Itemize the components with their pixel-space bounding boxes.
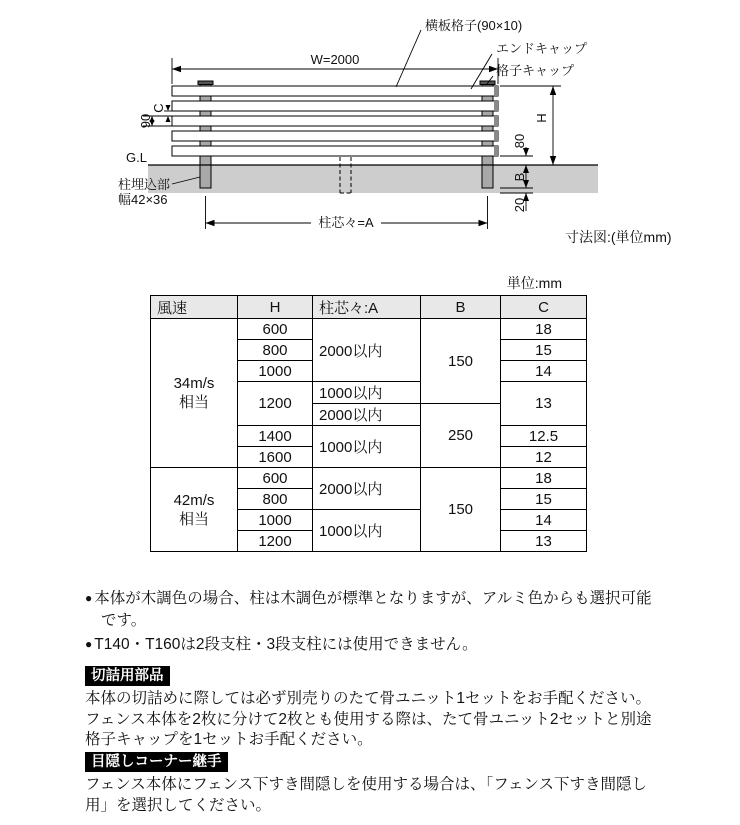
table-row [151, 468, 587, 489]
label-20-dim: 20 [512, 197, 527, 213]
section-body: フェンス本体にフェンス下すき間隠しを使用する場合は、「フェンス下すき間隠し用」を選択してください。 [85, 776, 648, 814]
section-corner-joint [85, 752, 652, 816]
h-cell: 1600 [238, 447, 313, 468]
diagram-caption: 寸法図:(単位mm) [565, 229, 672, 245]
c-cell: 15 [501, 340, 587, 361]
section-title: 切詰用部品 [85, 666, 170, 686]
wind-speed-cell [151, 319, 238, 468]
c-cell: 18 [501, 319, 587, 340]
wind-speed-suffix: 相当 [178, 394, 209, 411]
dimension-diagram [0, 0, 740, 252]
label-b-dim: B [512, 172, 527, 182]
b-cell: 250 [421, 404, 501, 468]
label-end-cap: エンドキャップ [496, 41, 588, 56]
h-cell: 600 [238, 468, 313, 489]
unit-note: 単位:mm [506, 275, 562, 291]
label-width-dim: W=2000 [310, 52, 360, 67]
h-cell: 800 [238, 489, 313, 510]
h-cell: 1200 [238, 531, 313, 552]
section-title: 目隠しコーナー継手 [85, 752, 228, 772]
h-cell: 1400 [238, 426, 313, 447]
col-header-pitch: 柱芯々:A [313, 296, 421, 319]
bullet-icon [85, 590, 94, 607]
c-cell: 12.5 [501, 426, 587, 447]
label-height-dim: H [534, 113, 549, 123]
pitch-cell: 2000以内 [313, 404, 421, 426]
pitch-cell: 2000以内 [313, 468, 421, 510]
col-header-h: H [238, 296, 313, 319]
label-90-dim: 90 [138, 113, 153, 129]
label-post-embed-size: 幅42×36 [118, 192, 168, 207]
h-cell: 1000 [238, 510, 313, 531]
wind-speed-value: 34m/s [173, 375, 215, 392]
col-header-c: C [501, 296, 587, 319]
section-body: 本体の切詰めに際しては必ず別売りのたて骨ユニット1セットをお手配ください。フェンス本体を2枚に分けて2枚とも使用する際は、たて骨ユニット2セットと別途格子キャップを1セットお手配ください。 [85, 690, 652, 748]
b-cell: 150 [421, 319, 501, 404]
c-cell: 14 [501, 510, 587, 531]
c-cell: 14 [501, 361, 587, 382]
wind-speed-cell [151, 468, 238, 552]
pitch-cell: 1000以内 [313, 510, 421, 552]
c-cell: 15 [501, 489, 587, 510]
label-lattice-cap: 格子キャップ [496, 63, 575, 78]
c-cell: 18 [501, 468, 587, 489]
spec-table [150, 295, 587, 552]
note-item [85, 634, 652, 656]
h-cell: 1200 [238, 382, 313, 426]
label-slat-grid: 横板格子(90×10) [425, 18, 523, 33]
label-post-pitch: 柱芯々=A [318, 215, 374, 230]
wind-speed-value: 42m/s [173, 491, 215, 509]
col-header-wind-speed: 風速 [151, 296, 238, 319]
label-ground-level: G.L [126, 150, 147, 165]
note-text: 本体が木調色の場合、柱は木調色が標準となりますが、アルミ色からも選択可能です。 [94, 590, 652, 629]
c-cell: 13 [501, 382, 587, 426]
h-cell: 800 [238, 340, 313, 361]
table-header-row [151, 296, 587, 319]
b-cell: 150 [421, 468, 501, 552]
wind-speed-suffix: 相当 [178, 510, 209, 528]
label-c-dim: C [151, 103, 166, 113]
c-cell: 12 [501, 447, 587, 468]
label-80-dim: 80 [512, 133, 527, 149]
table-row [151, 319, 587, 340]
note-text: T140・T160は2段支柱・3段支柱には使用できません。 [94, 636, 478, 653]
note-item [85, 588, 652, 631]
pitch-cell: 1000以内 [313, 382, 421, 404]
bullet-icon [85, 636, 94, 653]
fence-slats [172, 86, 498, 156]
section-cutting-parts [85, 666, 652, 751]
h-cell: 1000 [238, 361, 313, 382]
notes-list [85, 588, 652, 656]
label-post-embed: 柱埋込部 [118, 177, 171, 192]
pitch-cell: 1000以内 [313, 426, 421, 468]
h-cell: 600 [238, 319, 313, 340]
ground-band [148, 165, 598, 193]
left-post-cap [198, 81, 213, 85]
c-cell: 13 [501, 531, 587, 552]
pitch-cell: 2000以内 [313, 319, 421, 382]
col-header-b: B [421, 296, 501, 319]
